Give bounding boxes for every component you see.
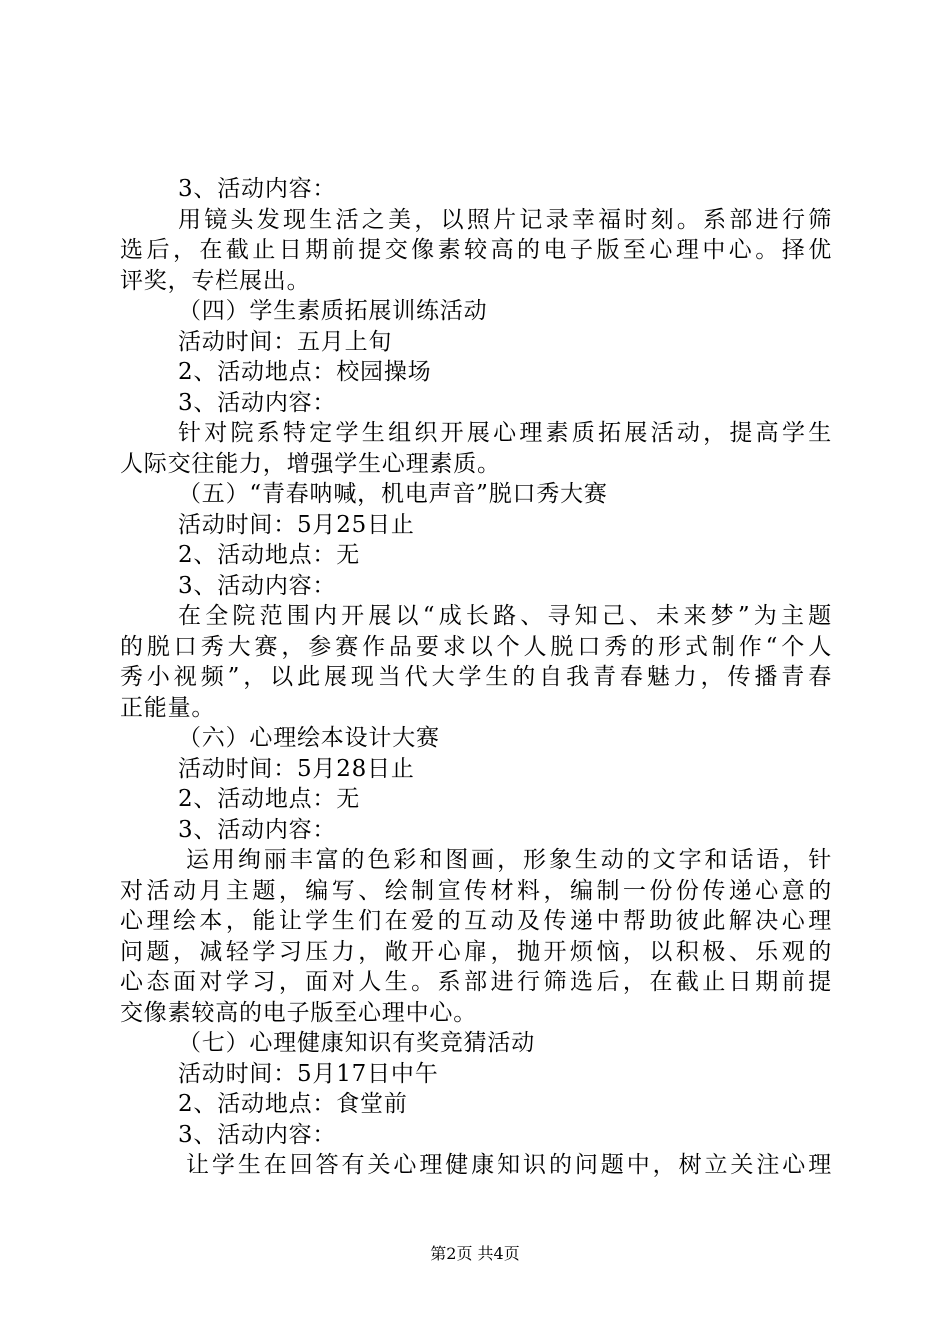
- text-line: 对活动月主题，编写、绘制宣传材料，编制一份份传递心意的: [120, 877, 832, 904]
- text-line: 心态面对学习，面对人生。系部进行筛选后，在截止日期前提: [120, 969, 832, 995]
- text-line: 用镜头发现生活之美，以照片记录幸福时刻。系部进行筛: [178, 206, 832, 233]
- text-line: 3、活动内容：: [178, 176, 337, 202]
- text-line: 3、活动内容：: [178, 1121, 337, 1148]
- text-line: 运用绚丽丰富的色彩和图画，形象生动的文字和话语，针: [186, 847, 832, 873]
- text-line: 秀小视频”，以此展现当代大学生的自我青春魅力，传播青春: [120, 664, 832, 690]
- text-line: 3、活动内容：: [178, 389, 337, 416]
- text-line: 让学生在回答有关心理健康知识的问题中，树立关注心理: [186, 1152, 832, 1178]
- document-body: [120, 174, 832, 1181]
- text-line: 选后，在截止日期前提交像素较高的电子版至心理中心。择优: [120, 237, 832, 263]
- text-line: 3、活动内容：: [178, 572, 337, 599]
- text-line: （六）心理绘本设计大赛: [178, 725, 440, 751]
- text-line: （五）“青春呐喊，机电声音”脱口秀大赛: [178, 481, 608, 507]
- text-line: 正能量。: [120, 694, 216, 721]
- text-line: 心理绘本，能让学生们在爱的互动及传递中帮助彼此解决心理: [120, 908, 832, 934]
- text-line: 交像素较高的电子版至心理中心。: [120, 999, 477, 1026]
- text-line: 活动时间：五月上旬: [178, 328, 393, 355]
- text-line: 活动时间：5月25日止: [178, 511, 415, 538]
- text-line: 人际交往能力，增强学生心理素质。: [120, 450, 501, 477]
- page-footer: 第2页 共4页: [430, 1244, 520, 1263]
- text-line: 的脱口秀大赛，参赛作品要求以个人脱口秀的形式制作“个人: [120, 633, 832, 660]
- text-line: 问题，减轻学习压力，敞开心扉，抛开烦恼，以积极、乐观的: [120, 938, 832, 965]
- text-line: 2、活动地点：校园操场: [178, 359, 432, 385]
- text-line: 在全院范围内开展以“成长路、寻知己、未来梦”为主题: [178, 603, 832, 629]
- text-line: （四）学生素质拓展训练活动: [178, 298, 488, 324]
- text-line: 2、活动地点：无: [178, 542, 361, 568]
- text-line: 3、活动内容：: [178, 816, 337, 843]
- text-line: 活动时间：5月17日中午: [178, 1060, 439, 1087]
- text-line: 2、活动地点：无: [178, 786, 361, 812]
- text-line: 2、活动地点：食堂前: [178, 1091, 408, 1117]
- text-line: 针对院系特定学生组织开展心理素质拓展活动，提高学生: [178, 420, 832, 446]
- text-line: 评奖，专栏展出。: [120, 267, 311, 294]
- text-line: 活动时间：5月28日止: [178, 755, 415, 782]
- text-line: （七）心理健康知识有奖竞猜活动: [178, 1030, 535, 1056]
